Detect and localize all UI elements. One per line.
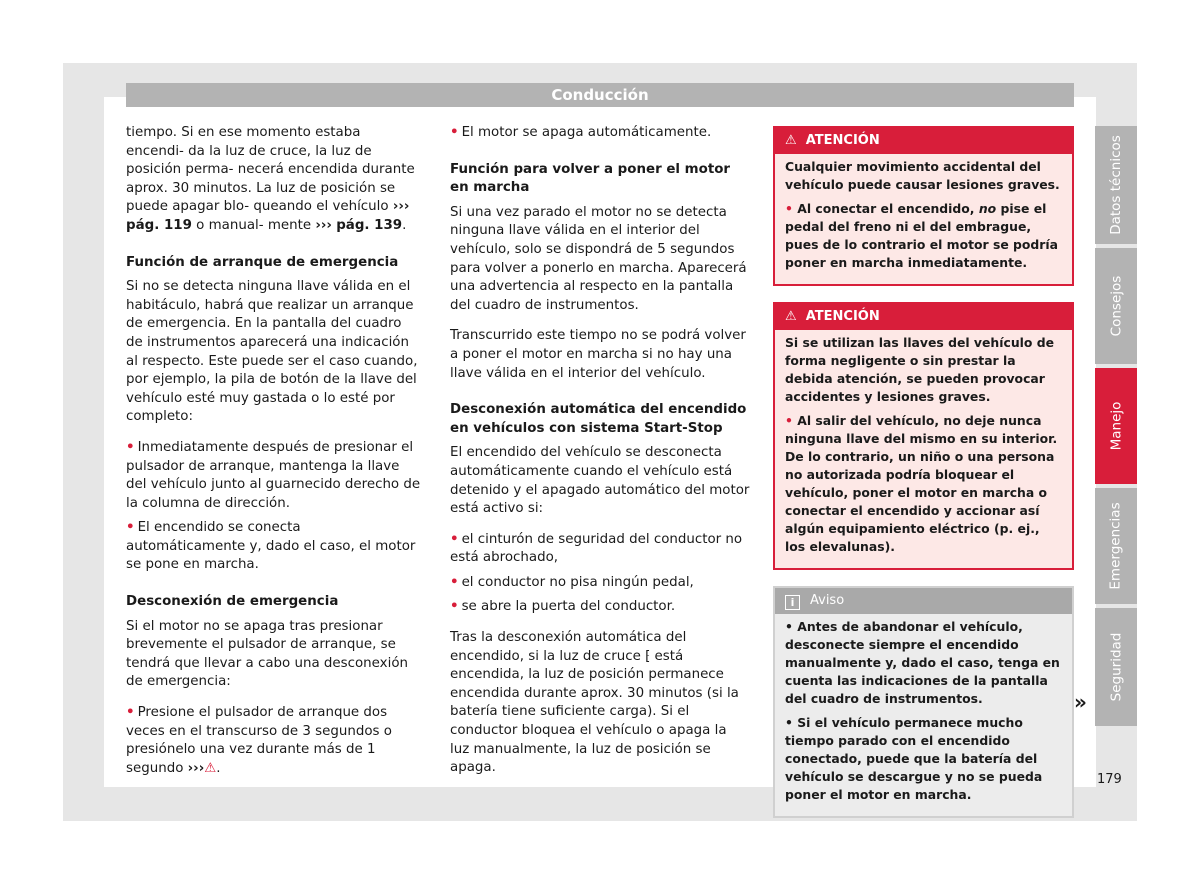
warning-icon: ⚠ bbox=[785, 133, 797, 148]
warning-icon: ⚠ bbox=[785, 309, 797, 324]
continue-marker: » bbox=[1074, 690, 1087, 714]
tab-datos-tecnicos[interactable]: Datos técnicos bbox=[1095, 126, 1137, 244]
warning-box-2: ⚠ ATENCIÓN Si se utilizan las llaves del vehículo de forma negligente o sin prestar la debida atención, se pueden provocar accidentes y lesiones graves. • Al salir del vehículo, no deje nunca ninguna llave del mismo en su interior. De lo contrario, un niño o una persona no autorizada podría bloquear el vehículo, poner el motor en marcha o conectar el encendido y accionar así algún equipamiento eléctrico (p. ej., los elevalunas). bbox=[773, 302, 1074, 570]
paragraph-end: Tras la desconexión automática del encendido, si la luz de cruce ⁅ está encendida, la luz de posición permanece encendida durante aprox. 30 minutos (si la batería tiene suficiente carga). Si el conductor bloquea el vehículo o apaga la luz manualmente, la luz de posición se apaga. bbox=[450, 630, 739, 776]
column-3 bbox=[773, 126, 1074, 834]
warning-box-1: ⚠ ATENCIÓN Cualquier movimiento accidental del vehículo puede causar lesiones graves. • Al conectar el encendido, no pise el pedal del freno ni el del embrague, pues de lo contrario el motor se podría poner en marcha inmediatamente. bbox=[773, 126, 1074, 286]
info-icon: i bbox=[785, 595, 800, 610]
list-item: • el cinturón de seguridad del conductor no está abrochado, bbox=[450, 531, 743, 566]
column-1 bbox=[126, 124, 422, 784]
ref-arrow: ››› bbox=[315, 217, 332, 233]
tab-consejos[interactable]: Consejos bbox=[1095, 248, 1137, 364]
heading-restart: Función para volver a poner el motor en marcha bbox=[450, 161, 731, 196]
section-tabs bbox=[1095, 126, 1137, 730]
warning-box-header: ⚠ ATENCIÓN bbox=[775, 128, 1072, 154]
paragraph-emergency-start: Si no se detecta ninguna llave válida en el habitáculo, habrá que realizar un arranque de emergencia. En la pantalla del cuadro de instrumentos aparecerá una indicación al respecto. Este puede ser el caso cuando, por ejemplo, la pila de botón de la llave del vehículo esté muy gastada o lo esté por completo: bbox=[126, 279, 418, 425]
page-link-139[interactable]: pág. 139 bbox=[336, 217, 403, 233]
tab-manejo[interactable]: Manejo bbox=[1095, 368, 1137, 484]
paragraph-restart-2: Transcurrido este tiempo no se podrá volver a poner el motor en marcha si no hay una llave válida en el interior del vehículo. bbox=[450, 328, 746, 381]
warning-icon[interactable]: ⚠ bbox=[204, 760, 217, 776]
page-number: 179 bbox=[1097, 772, 1122, 787]
ref-arrow: ››› bbox=[392, 199, 410, 215]
section-header: Conducción bbox=[126, 83, 1074, 107]
paragraph-start-stop: El encendido del vehículo se desconecta automáticamente cuando el vehículo está detenido y el apagado automático del motor está activo si: bbox=[450, 445, 750, 517]
list-item: • Inmediatamente después de presionar el pulsador de arranque, mantenga la llave del vehículo junto al guarnecido derecho de la columna de dirección. bbox=[126, 439, 421, 511]
notice-box: i Aviso • Antes de abandonar el vehículo, desconecte siempre el encendido manualmente y, dado el caso, tenga en cuenta las indicaciones de la pantalla del cuadro de instrumentos. • Si el vehículo permanece mucho tiempo parado con el encendido conectado, puede que la batería del vehículo se descargue y no se pueda poner el motor en marcha. bbox=[773, 586, 1074, 818]
heading-emergency-off: Desconexión de emergencia bbox=[126, 594, 339, 610]
list-item: • El encendido se conecta automáticamente y, dado el caso, el motor se pone en marcha. bbox=[126, 520, 416, 573]
paragraph-emergency-off: Si el motor no se apaga tras presionar brevemente el pulsador de arranque, se tendrá que llevar a cabo una desconexión de emergencia: bbox=[126, 618, 408, 690]
paragraph-restart-1: Si una vez parado el motor no se detecta ninguna llave válida en el interior del vehículo, solo se dispondrá de 5 segundos para volver a ponerlo en marcha. Aparecerá una advertencia al respecto en la pantalla del cuadro de instrumentos. bbox=[450, 204, 747, 313]
notice-box-header: i Aviso bbox=[775, 588, 1072, 614]
page-link-119[interactable]: pág. 119 bbox=[126, 217, 192, 233]
warning-box-header: ⚠ ATENCIÓN bbox=[775, 304, 1072, 330]
intro-paragraph: tiempo. Si en ese momento estaba encendi- da la luz de cruce, la luz de posición perma- necerá encendida durante aprox. 30 minutos. La luz de posición se puede apagar blo- queando el vehículo ››› pág. 119 o manual- mente ››› pág. 139. bbox=[126, 125, 415, 233]
list-item: • El motor se apaga automáticamente. bbox=[450, 125, 712, 140]
list-item: • el conductor no pisa ningún pedal, bbox=[450, 574, 694, 590]
list-item: • Presione el pulsador de arranque dos veces en el transcurso de 3 segundos o presiónelo una vez durante más de 1 segundo ›››⚠. bbox=[126, 705, 392, 776]
list-item: • se abre la puerta del conductor. bbox=[450, 599, 676, 615]
tab-emergencias[interactable]: Emergencias bbox=[1095, 488, 1137, 604]
column-2 bbox=[450, 124, 750, 790]
heading-start-stop: Desconexión automática del encendido en vehículos con sistema Start-Stop bbox=[450, 402, 747, 436]
ref-arrow: ››› bbox=[187, 760, 205, 776]
heading-emergency-start: Función de arranque de emergencia bbox=[126, 254, 399, 270]
tab-seguridad[interactable]: Seguridad bbox=[1095, 608, 1137, 726]
